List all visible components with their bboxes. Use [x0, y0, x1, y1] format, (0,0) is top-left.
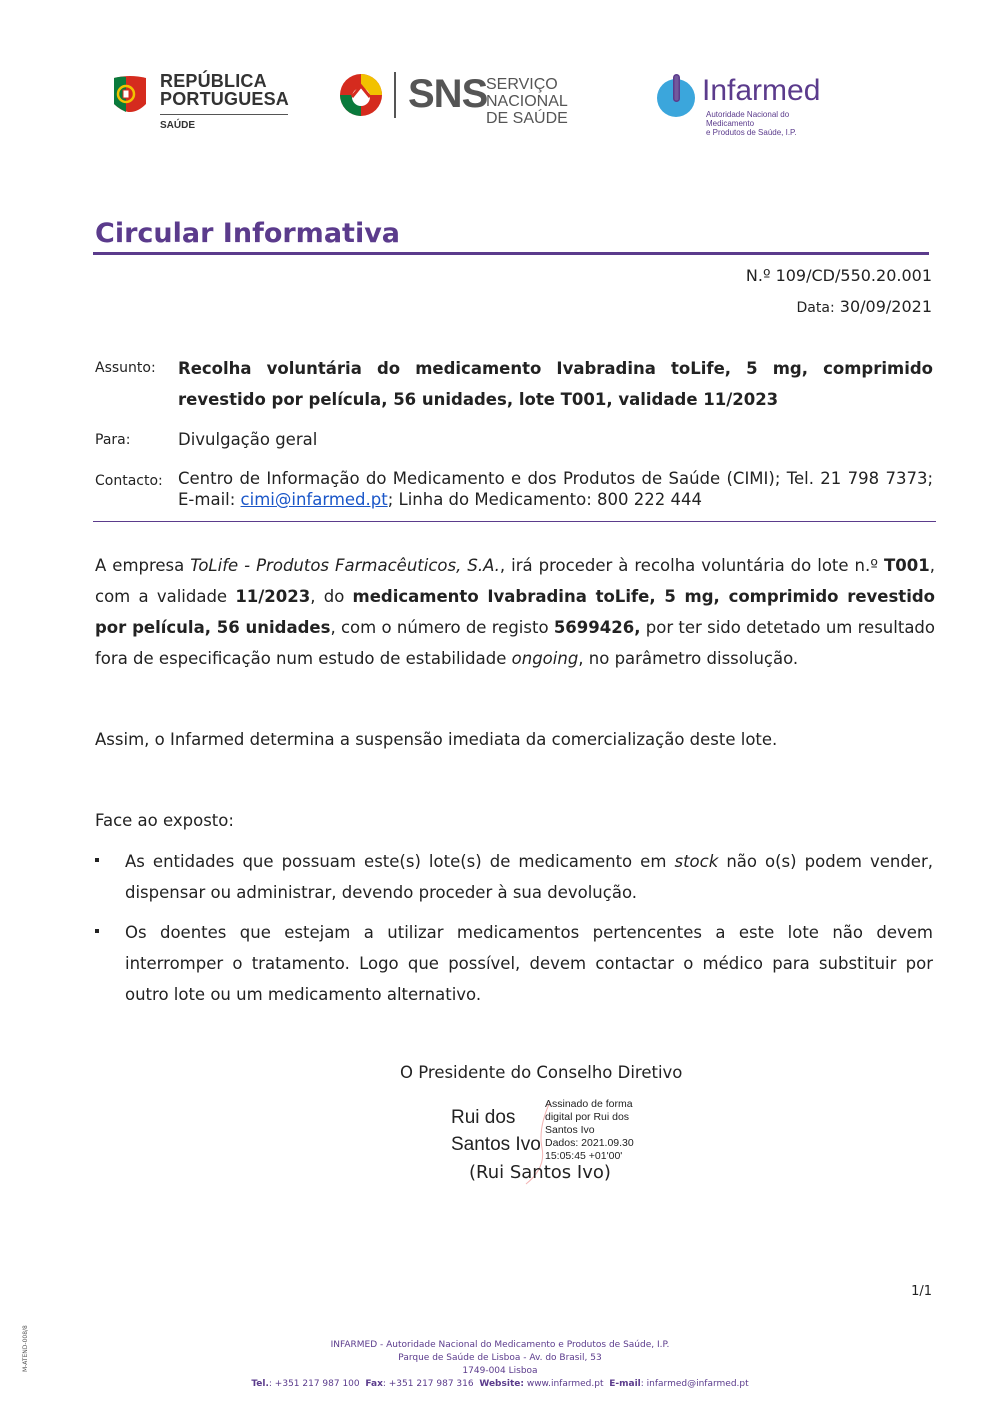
date-label: Data:: [796, 300, 835, 316]
signature-digital-details: [545, 1098, 634, 1163]
footer-email: : infarmed@infarmed.pt: [640, 1379, 749, 1389]
assunto-text: Recolha voluntária do medicamento Ivabradina toLife, 5 mg, comprimido revestido por película, 56 unidades, lote T001, validade 11/2023: [178, 359, 933, 409]
sns-line2: DE SAÚDE: [486, 110, 568, 127]
circular-date: [797, 297, 932, 316]
sns-line1: SERVIÇO NACIONAL: [486, 76, 568, 110]
p1-text: , com o número de registo: [330, 618, 554, 637]
infarmed-logo: [654, 72, 834, 137]
p1-text: , irá proceder à recolha voluntária do lote n.º: [499, 556, 885, 575]
para-label: Para:: [95, 432, 131, 448]
signature-printed-name: (Rui Santos Ivo): [469, 1162, 611, 1183]
contacto-post: ; Linha do Medicamento: 800 222 444: [387, 490, 703, 509]
assunto-label: Assunto:: [95, 360, 156, 376]
meta-divider: [93, 521, 936, 522]
bullet-text: [125, 846, 933, 908]
infarmed-sub-line2: e Produtos de Saúde, I.P.: [706, 128, 797, 137]
logo-divider: [160, 114, 288, 115]
p1-validity: 11/2023: [235, 587, 311, 606]
p1-text: , com a validade: [95, 556, 935, 606]
logo-rp-line1: REPÚBLICA: [160, 71, 267, 91]
para-text: Divulgação geral: [178, 430, 318, 449]
body-paragraph-2: Assim, o Infarmed determina a suspensão imediata da comercialização deste lote.: [95, 730, 778, 749]
bullet1-text: não o(s) podem vender, dispensar ou administrar, devendo proceder à sua devolução.: [125, 852, 933, 902]
p1-product: medicamento Ivabradina toLife, 5 mg, comprimido revestido por película, 56 unidades: [95, 587, 935, 637]
logo-rp-sub: SAÚDE: [160, 120, 196, 131]
bullet-marker: [95, 858, 99, 862]
p1-company: ToLife - Produtos Farmacêuticos, S.A.: [190, 556, 500, 575]
signature-detail-line: Santos Ivo: [545, 1124, 595, 1136]
contacto-text: [178, 468, 933, 510]
signature-name-line2: Santos Ivo: [451, 1134, 541, 1155]
contacto-label: Contacto:: [95, 473, 163, 489]
footer-line-3: 1749-004 Lisboa: [462, 1366, 538, 1376]
sns-divider: [394, 72, 396, 118]
sns-mark-icon: [338, 72, 384, 118]
infarmed-name: Infarmed: [702, 74, 821, 107]
bullet1-text: As entidades que possuam este(s) lote(s) de medicamento em: [125, 852, 675, 871]
bullet-text: Os doentes que estejam a utilizar medicamentos pertencentes a este lote não devem interromper o tratamento. Logo que possível, devem contactar o médico para substituir por outro lote ou um medicamento alternativo.: [125, 923, 933, 1004]
bullet1-stock: stock: [674, 852, 719, 871]
footer-line-1: INFARMED - Autoridade Nacional do Medicamento e Produtos de Saúde, I.P.: [330, 1340, 670, 1350]
signature-detail-line: Dados: 2021.09.30: [545, 1137, 634, 1149]
contacto-pre: Centro de Informação do Medicamento e dos Produtos de Saúde (CIMI); Tel. 21 798 7373; E-mail:: [178, 469, 933, 509]
footer-website-link[interactable]: www.infarmed.pt: [526, 1379, 604, 1389]
footer-email-label: E-mail: [609, 1379, 641, 1389]
signature-detail-line: digital por Rui dos: [545, 1111, 630, 1123]
circular-number: N.º 109/CD/550.20.001: [745, 266, 932, 285]
form-code: M-ATEND-008/8: [22, 1325, 29, 1372]
page-title: Circular Informativa: [95, 218, 401, 249]
sns-acronym: SNS: [408, 72, 488, 116]
footer-contacts: [0, 1379, 1000, 1389]
infarmed-sub-line1: Autoridade Nacional do Medicamento: [706, 110, 790, 128]
p1-text: por ter sido detetado um resultado fora de especificação num estudo de estabilidade: [95, 618, 935, 668]
body-paragraph-1: [95, 550, 935, 674]
p1-registration: 5699426,: [553, 618, 641, 637]
footer-tel-label: Tel.: [251, 1379, 269, 1389]
body-paragraph-3: Face ao exposto:: [95, 811, 234, 830]
page-number: 1/1: [911, 1284, 932, 1299]
p1-ongoing: ongoing: [511, 649, 579, 668]
date-value: 30/09/2021: [839, 297, 932, 316]
footer-web-label: Website:: [479, 1379, 524, 1389]
p1-text: , do: [310, 587, 353, 606]
republica-portuguesa-logo: [112, 72, 292, 134]
signature-name: [451, 1104, 541, 1158]
bullet-marker: [95, 929, 99, 933]
footer-fax: : +351 217 987 316: [382, 1379, 474, 1389]
signature-detail-line: Assinado de forma: [545, 1098, 633, 1110]
footer-fax-label: Fax: [365, 1379, 383, 1389]
signature-role: O Presidente do Conselho Diretivo: [400, 1063, 683, 1082]
p1-text: A empresa: [95, 556, 191, 575]
sns-logo: [338, 72, 608, 127]
p1-lot: T001: [884, 556, 930, 575]
infarmed-mark-icon: [654, 74, 698, 118]
footer-tel: : +351 217 987 100: [268, 1379, 360, 1389]
contacto-email-link[interactable]: cimi@infarmed.pt: [240, 490, 388, 509]
signature-name-line1: Rui dos: [451, 1107, 516, 1128]
portugal-flag-icon: [112, 74, 148, 118]
p1-text: , no parâmetro dissolução.: [578, 649, 799, 668]
signature-detail-line: 15:05:45 +01'00': [545, 1150, 623, 1162]
title-divider: [93, 252, 929, 255]
logo-rp-line2: PORTUGUESA: [160, 89, 290, 109]
footer-line-2: Parque de Saúde de Lisboa - Av. do Brasil, 53: [398, 1353, 602, 1363]
